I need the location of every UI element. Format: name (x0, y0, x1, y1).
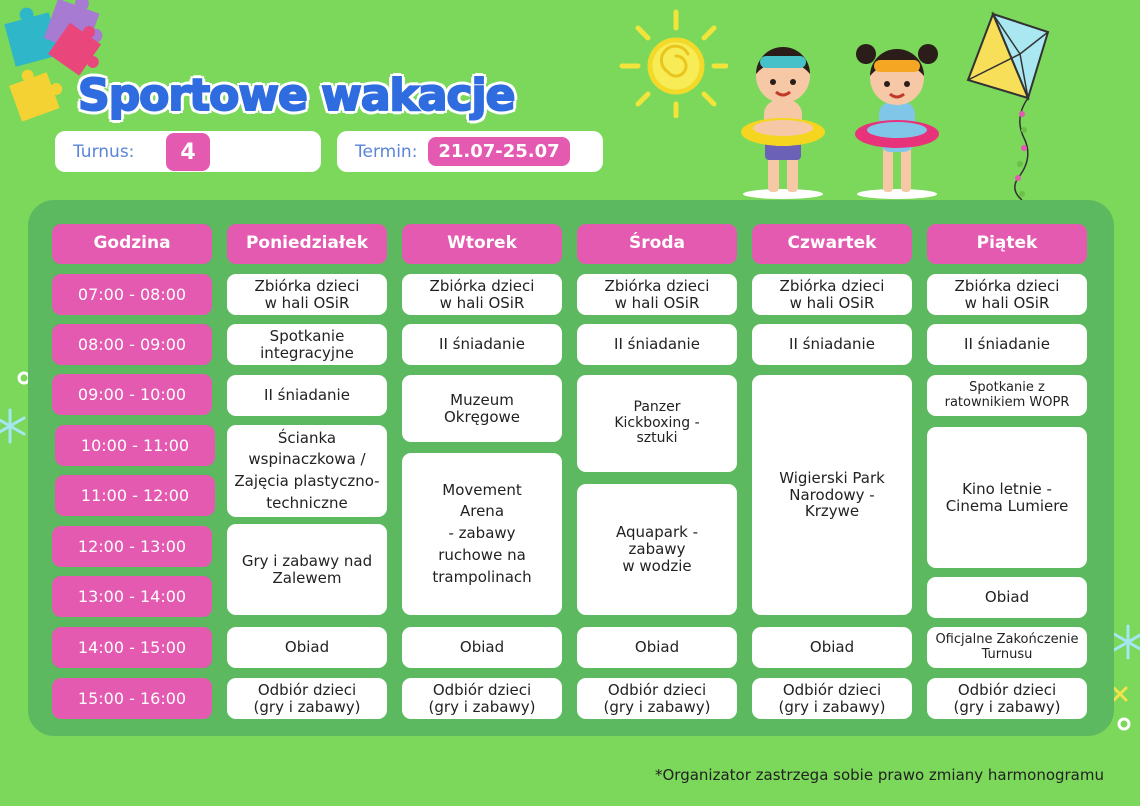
activity-monday: Spotkanie integracyjne (227, 324, 387, 365)
activity-tuesday: Obiad (402, 627, 562, 668)
activity-monday: Obiad (227, 627, 387, 668)
termin-value: 21.07-25.07 (428, 137, 570, 166)
activity-wednesday: Aquapark - zabawy w wodzie (577, 484, 737, 615)
turnus-box (55, 131, 321, 172)
boy-swimmer-illustration (738, 42, 828, 200)
activity-wednesday: II śniadanie (577, 324, 737, 365)
turnus-label: Turnus: (73, 142, 135, 162)
activity-friday: Odbiór dzieci (gry i zabawy) (927, 678, 1087, 719)
activity-friday: Zbiórka dzieci w hali OSiR (927, 274, 1087, 315)
activity-wednesday: Panzer Kickboxing - sztuki (577, 375, 737, 472)
activity-thursday: Odbiór dzieci (gry i zabawy) (752, 678, 912, 719)
time-slot: 08:00 - 09:00 (52, 324, 212, 365)
time-slot: 14:00 - 15:00 (52, 627, 212, 668)
page-title: Sportowe wakacje (78, 70, 515, 121)
time-slot: 10:00 - 11:00 (55, 425, 215, 466)
header-wtorek: Wtorek (402, 224, 562, 264)
header-piatek: Piątek (927, 224, 1087, 264)
activity-monday: Zbiórka dzieci w hali OSiR (227, 274, 387, 315)
activity-monday: Odbiór dzieci (gry i zabawy) (227, 678, 387, 719)
activity-tuesday: Zbiórka dzieci w hali OSiR (402, 274, 562, 315)
sun-illustration (618, 8, 728, 118)
activity-friday: Kino letnie - Cinema Lumiere (927, 427, 1087, 568)
time-slot: 12:00 - 13:00 (52, 526, 212, 567)
activity-tuesday: Movement Arena - zabawy ruchowe na trampolinach (402, 453, 562, 615)
time-slot: 11:00 - 12:00 (55, 475, 215, 516)
kite-illustration (958, 2, 1058, 202)
activity-thursday: Wigierski Park Narodowy - Krzywe (752, 375, 912, 615)
activity-monday: Gry i zabawy nad Zalewem (227, 524, 387, 615)
activity-friday: II śniadanie (927, 324, 1087, 365)
activity-tuesday: Odbiór dzieci (gry i zabawy) (402, 678, 562, 719)
activity-friday: Oficjalne Zakończenie Turnusu (927, 627, 1087, 668)
header-sroda: Środa (577, 224, 737, 264)
activity-monday: II śniadanie (227, 375, 387, 416)
time-slot: 13:00 - 14:00 (52, 576, 212, 617)
turnus-value: 4 (166, 133, 210, 171)
activity-monday: Ścianka wspinaczkowa / Zajęcia plastyczno- techniczne (227, 425, 387, 517)
activity-thursday: II śniadanie (752, 324, 912, 365)
time-slot: 15:00 - 16:00 (52, 678, 212, 719)
header-czwartek: Czwartek (752, 224, 912, 264)
activity-tuesday: Muzeum Okręgowe (402, 375, 562, 442)
activity-tuesday: II śniadanie (402, 324, 562, 365)
footnote: *Organizator zastrzega sobie prawo zmiany harmonogramu (654, 766, 1104, 784)
activity-friday: Obiad (927, 577, 1087, 618)
header-godzina: Godzina (52, 224, 212, 264)
header-poniedzialek: Poniedziałek (227, 224, 387, 264)
activity-thursday: Zbiórka dzieci w hali OSiR (752, 274, 912, 315)
time-slot: 07:00 - 08:00 (52, 274, 212, 315)
activity-wednesday: Zbiórka dzieci w hali OSiR (577, 274, 737, 315)
activity-wednesday: Odbiór dzieci (gry i zabawy) (577, 678, 737, 719)
activity-wednesday: Obiad (577, 627, 737, 668)
girl-swimmer-illustration (852, 44, 942, 200)
time-slot: 09:00 - 10:00 (52, 374, 212, 415)
termin-box (337, 131, 603, 172)
termin-label: Termin: (355, 142, 418, 162)
activity-thursday: Obiad (752, 627, 912, 668)
activity-friday: Spotkanie z ratownikiem WOPR (927, 375, 1087, 416)
